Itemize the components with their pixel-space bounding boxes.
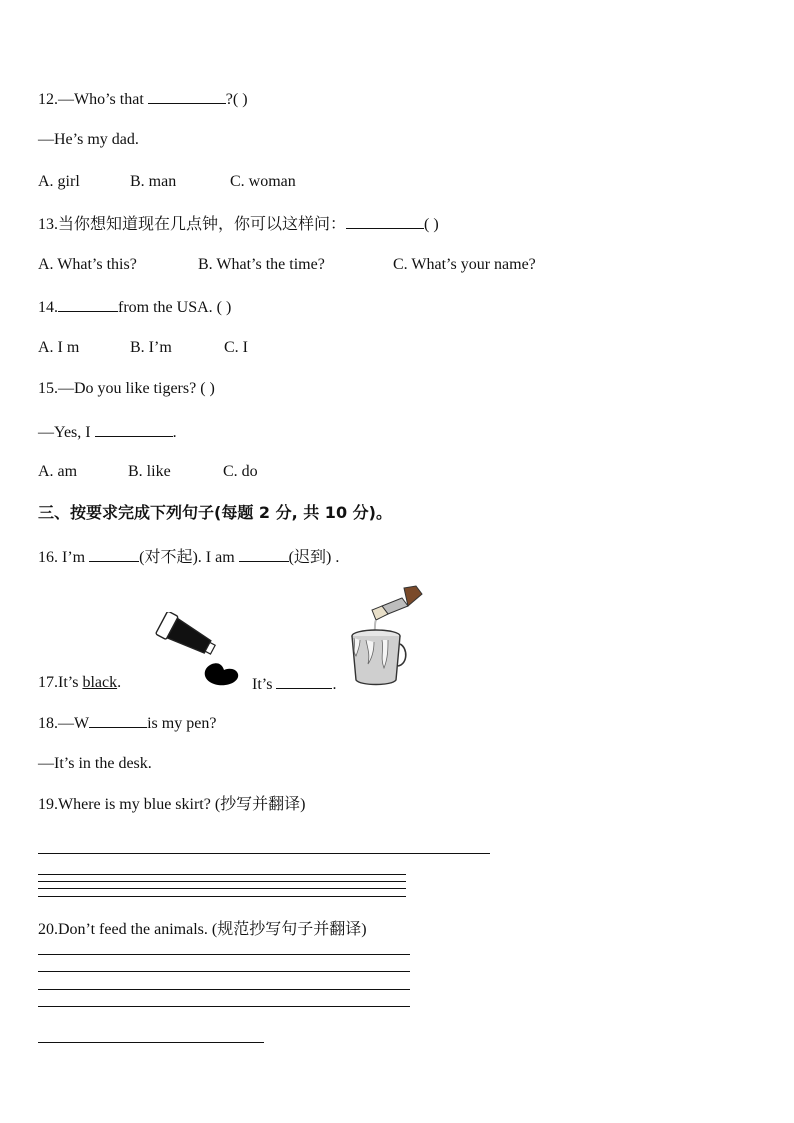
q13-blank[interactable] (346, 213, 424, 229)
q12-option-a[interactable]: A. girl (38, 173, 80, 190)
q20-writing-line-3[interactable] (38, 989, 410, 990)
q19-writing-line-3[interactable] (38, 881, 406, 882)
q18-answer: —It’s in the desk. (38, 755, 152, 772)
paint-bucket-brush-icon (346, 584, 428, 690)
q14-blank[interactable] (58, 296, 118, 312)
black-paint-tube-icon (142, 612, 242, 690)
q16-blank-1[interactable] (89, 546, 139, 562)
q20-writing-line-4[interactable] (38, 1006, 410, 1007)
q19-writing-line-1[interactable] (38, 853, 490, 854)
q15-option-c[interactable]: C. do (223, 463, 258, 480)
q17-blank[interactable] (276, 673, 332, 689)
q18-blank[interactable] (89, 712, 147, 728)
q16-question: 16. I’m (对不起). I am (迟到) . (38, 546, 339, 568)
q18-question: 18.—W is my pen? (38, 712, 216, 734)
q19-writing-line-2[interactable] (38, 874, 406, 875)
q15-answer: —Yes, I . (38, 421, 177, 443)
section-3-heading: 三、按要求完成下列句子(每题 2 分, 共 10 分)。 (38, 503, 392, 522)
q14-option-a[interactable]: A. I m (38, 339, 80, 356)
q14-option-c[interactable]: C. I (224, 339, 248, 356)
q14-option-b[interactable]: B. I’m (130, 339, 172, 356)
q12-question: 12.—Who’s that ?( ) (38, 88, 248, 110)
q12-answer: —He’s my dad. (38, 131, 139, 148)
q19-question: 19.Where is my blue skirt? (抄写并翻译) (38, 796, 306, 813)
q15-blank[interactable] (95, 421, 173, 437)
q19-writing-line-5[interactable] (38, 896, 406, 897)
q19-writing-line-4[interactable] (38, 888, 406, 889)
q13-question: 13.当你想知道现在几点钟，你可以这样问： ( ) (38, 213, 439, 235)
q16-blank-2[interactable] (239, 546, 289, 562)
q20-writing-line-1[interactable] (38, 954, 410, 955)
q17-right: It’s . (252, 673, 336, 695)
q15-option-a[interactable]: A. am (38, 463, 78, 480)
q15-option-b[interactable]: B. like (128, 463, 171, 480)
q15-question: 15.—Do you like tigers? ( ) (38, 380, 215, 397)
q13-option-c[interactable]: C. What’s your name? (393, 256, 536, 273)
q12-option-b[interactable]: B. man (130, 173, 177, 190)
q14-question: 14. from the USA. ( ) (38, 296, 231, 318)
q13-option-b[interactable]: B. What’s the time? (198, 256, 325, 273)
q20-writing-line-5[interactable] (38, 1042, 264, 1043)
q12-blank[interactable] (148, 88, 226, 104)
q20-question: 20.Don’t feed the animals. (规范抄写句子并翻译) (38, 921, 367, 938)
q12-option-c[interactable]: C. woman (230, 173, 296, 190)
q17-left: 17.It’s black. (38, 674, 122, 691)
q13-option-a[interactable]: A. What’s this? (38, 256, 137, 273)
q20-writing-line-2[interactable] (38, 971, 410, 972)
